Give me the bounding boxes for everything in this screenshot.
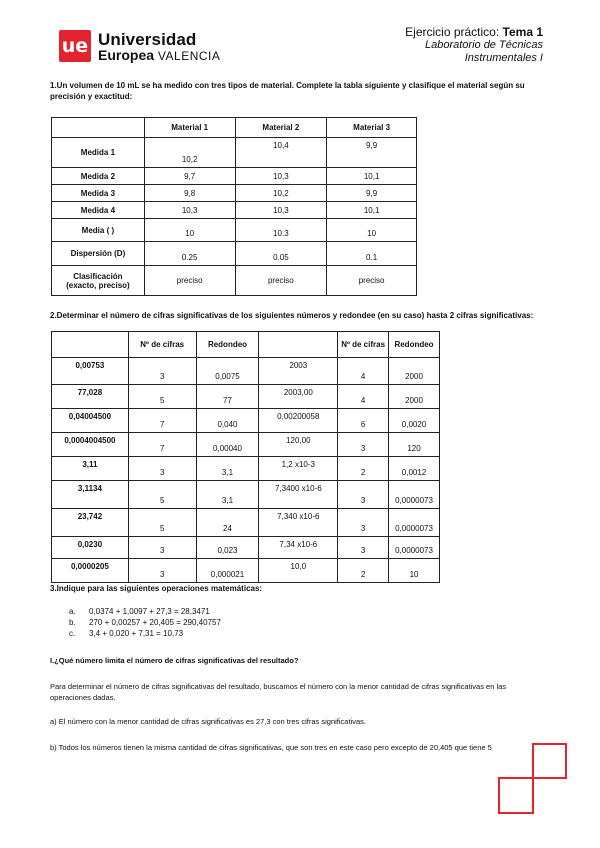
table-row	[52, 138, 417, 168]
cell: 24	[196, 509, 259, 537]
cell: preciso	[144, 266, 235, 296]
cell: 0,00753	[52, 358, 129, 385]
cell: 3	[338, 433, 389, 457]
cell: 1,2 x10-3	[259, 457, 338, 481]
cell: 10.3	[235, 219, 327, 242]
cell: 3,11	[52, 457, 129, 481]
table-row	[52, 219, 417, 242]
exercise-label: Ejercicio práctico:	[405, 25, 500, 39]
cell: 10,0	[259, 559, 338, 583]
header-cell: Material 1	[144, 118, 235, 138]
row-label	[52, 266, 145, 296]
cell: 3	[338, 481, 389, 509]
header-cell: Redondeo	[196, 332, 259, 358]
cell: 10,3	[144, 202, 235, 219]
cell: 3	[338, 537, 389, 559]
cell: 2003,00	[259, 385, 338, 409]
cell: 7,3400 x10-6	[259, 481, 338, 509]
cell: 2000	[389, 385, 440, 409]
decorative-square	[532, 743, 567, 779]
cell: 3	[128, 559, 196, 583]
cell: 7,340 x10-6	[259, 509, 338, 537]
table-header-row	[52, 332, 440, 358]
row-label: Medida 3	[52, 185, 145, 202]
operation-text: 0,0374 + 1,0097 + 27,3 = 28,3471	[89, 607, 210, 616]
cell: 9,8	[144, 185, 235, 202]
header-cell: Material 2	[235, 118, 327, 138]
cell: 0.1	[327, 242, 417, 266]
cell: 0,0000205	[52, 559, 129, 583]
cell: 9,9	[327, 138, 417, 168]
table-row	[52, 385, 440, 409]
cell: 2003	[259, 358, 338, 385]
operation-text: 270 + 0,00257 + 20,405 = 290,40757	[89, 618, 221, 627]
cell: 77,028	[52, 385, 129, 409]
cell: 3	[338, 509, 389, 537]
header-cell: Redondeo	[389, 332, 440, 358]
answer-b: b) Todos los números tienen la misma cantidad de cifras significativas, que son tres en este caso pero excepto de 20,405 que tiene 5	[50, 743, 492, 752]
cell: 2	[338, 559, 389, 583]
cell: 0,040	[196, 409, 259, 433]
decorative-square	[498, 777, 534, 814]
material-table	[51, 117, 417, 296]
cell: 0,0000073	[389, 481, 440, 509]
cell: 0.25	[144, 242, 235, 266]
cell: 2	[338, 457, 389, 481]
logo-line1: Universidad	[98, 29, 197, 49]
cell: preciso	[327, 266, 417, 296]
cell: 7	[128, 409, 196, 433]
table-row	[52, 509, 440, 537]
table-row	[52, 537, 440, 559]
cell: 9,7	[144, 168, 235, 185]
cell: 2000	[389, 358, 440, 385]
row-label: Medida 4	[52, 202, 145, 219]
topic: Tema 1	[502, 25, 543, 39]
cell: 3	[128, 537, 196, 559]
cell: 0,0004004500	[52, 433, 129, 457]
cell: 3,1	[196, 457, 259, 481]
operation-text: 3,4 + 0,020 + 7,31 = 10,73	[89, 629, 184, 638]
cell: 7,34 x10-6	[259, 537, 338, 559]
course-line1: Laboratorio de Técnicas	[424, 39, 543, 51]
cell: 10,4	[235, 138, 327, 168]
question-3: 3.Indique para las siguientes operaciones matemáticas:	[50, 584, 263, 593]
cell: 3	[128, 457, 196, 481]
cell: 3	[128, 358, 196, 385]
header-cell: Nº de cifras	[338, 332, 389, 358]
question-2: 2.Determinar el número de cifras significativas de los siguientes números y redondee (en su caso) hasta 2 cifras significativas:	[50, 311, 534, 320]
table-row	[52, 409, 440, 433]
cell: 10,1	[327, 168, 417, 185]
cell: 0,0000073	[389, 537, 440, 559]
cell: 0,00040	[196, 433, 259, 457]
cell: 23,742	[52, 509, 129, 537]
list-item	[69, 606, 221, 617]
sigfig-table	[51, 331, 440, 583]
cell: 0,0000073	[389, 509, 440, 537]
table-row	[52, 433, 440, 457]
list-item	[69, 628, 221, 639]
operations-list	[69, 606, 221, 639]
header-cell: Nº de cifras	[128, 332, 196, 358]
cell: 77	[196, 385, 259, 409]
cell: 10,3	[235, 202, 327, 219]
answer-paragraph: Para determinar el número de cifras significativas del resultado, buscamos el número con la menor cantidad de cifras significativas en las operaciones dadas.	[50, 682, 507, 702]
header-cell: Material 3	[327, 118, 417, 138]
row-label: Media ( )	[52, 219, 145, 242]
cell: 3,1134	[52, 481, 129, 509]
document-header	[405, 26, 543, 65]
cell: 0,0075	[196, 358, 259, 385]
cell: 4	[338, 358, 389, 385]
question-1: 1.Un volumen de 10 mL se ha medido con tres tipos de material. Complete la tabla siguiente y clasifique el material según su precisión y exactitud:	[50, 81, 525, 101]
cell: 4	[338, 385, 389, 409]
cell: 3,1	[196, 481, 259, 509]
row-label: Dispersión (D)	[52, 242, 145, 266]
table-header-row	[52, 118, 417, 138]
cell: 10	[327, 219, 417, 242]
answer-a: a) El número con la menor cantidad de cifras significativas es 27,3 con tres cifras significativas.	[50, 717, 366, 726]
cell: 10	[144, 219, 235, 242]
table-row	[52, 168, 417, 185]
cell: 7	[128, 433, 196, 457]
cell: 5	[128, 509, 196, 537]
cell: 5	[128, 385, 196, 409]
cell: 10,3	[235, 168, 327, 185]
cell: 120,00	[259, 433, 338, 457]
row-label: Medida 1	[52, 138, 145, 168]
table-row	[52, 185, 417, 202]
cell: 120	[389, 433, 440, 457]
cell: 10	[389, 559, 440, 583]
table-row	[52, 358, 440, 385]
list-letter: a.	[69, 607, 76, 616]
header-cell	[52, 118, 145, 138]
row-label: Medida 2	[52, 168, 145, 185]
table-row	[52, 481, 440, 509]
table-row	[52, 202, 417, 219]
cell: 0,00200058	[259, 409, 338, 433]
cell: 10,2	[144, 138, 235, 168]
cell: preciso	[235, 266, 327, 296]
cell: 0,04004500	[52, 409, 129, 433]
header-cell	[259, 332, 338, 358]
table-row	[52, 266, 417, 296]
list-item	[69, 617, 221, 628]
ue-logo-mark: ue	[59, 30, 91, 62]
cell: 0,023	[196, 537, 259, 559]
logo-line2: Europea	[98, 46, 155, 63]
cell: 5	[128, 481, 196, 509]
logo-city: VALENCIA	[157, 48, 221, 63]
table-row	[52, 559, 440, 583]
cell: 0.05	[235, 242, 327, 266]
cell: 0,0012	[389, 457, 440, 481]
cell: 9,9	[327, 185, 417, 202]
list-letter: b.	[69, 618, 76, 627]
cell: 0,0020	[389, 409, 440, 433]
list-letter: c.	[69, 629, 76, 638]
cell: 10,2	[235, 185, 327, 202]
cell: 6	[338, 409, 389, 433]
table-row	[52, 242, 417, 266]
cell: 0,000021	[196, 559, 259, 583]
cell: 10,1	[327, 202, 417, 219]
course-line2: Instrumentales I	[464, 52, 543, 64]
table-row	[52, 457, 440, 481]
subquestion: I.¿Qué número limita el número de cifras significativas del resultado?	[50, 656, 299, 665]
cell: 0,0230	[52, 537, 129, 559]
class-label-2: (exacto, preciso)	[66, 280, 130, 290]
header-cell	[52, 332, 129, 358]
class-label-1: Clasificación	[73, 271, 123, 281]
university-logo	[59, 28, 220, 64]
